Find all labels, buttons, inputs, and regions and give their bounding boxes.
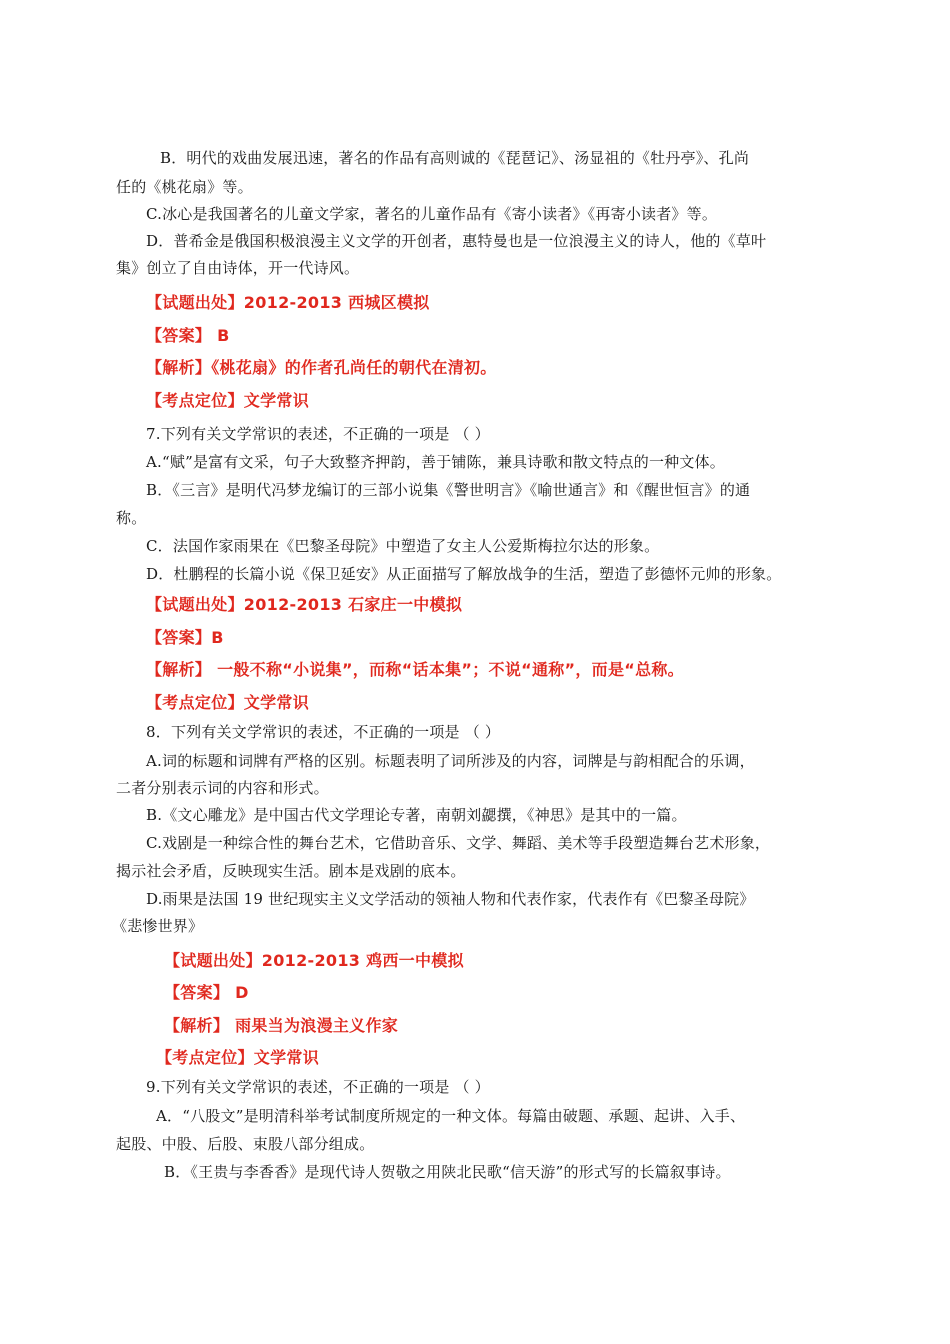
analysis-label-8: 【解析】 雨果当为浪漫主义作家 <box>164 1016 399 1035</box>
topic-label-8: 【考点定位】文学常识 <box>156 1048 320 1067</box>
q7-option-d: D．杜鹏程的长篇小说《保卫延安》从正面描写了解放战争的生活，塑造了彭德怀元帅的形象。 <box>146 565 782 583</box>
analysis-label-7: 【解析】 一般不称“小说集”，而称“话本集”；不说“通称”，而是“总称。 <box>146 660 684 679</box>
q8-option-d-line1: D.雨果是法国 19 世纪现实主义文学活动的领袖人物和代表作家，代表作有《巴黎圣母院》 <box>146 890 755 908</box>
option-d-line2: 集》创立了自由诗体，开一代诗风。 <box>116 259 360 277</box>
q7-option-c: C．法国作家雨果在《巴黎圣母院》中塑造了女主人公爱斯梅拉尔达的形象。 <box>146 537 660 555</box>
source-label-6: 【试题出处】2012-2013 西城区模拟 <box>146 293 430 312</box>
option-b-line2: 任的《桃花扇》等。 <box>116 178 253 196</box>
topic-label-6: 【考点定位】文学常识 <box>146 391 310 410</box>
q8-option-d-line2: 《悲惨世界》 <box>112 917 204 935</box>
q8-option-a-line2: 二者分别表示词的内容和形式。 <box>116 779 329 797</box>
source-label-7: 【试题出处】2012-2013 石家庄一中模拟 <box>146 595 463 614</box>
question-9-stem: 9.下列有关文学常识的表述，不正确的一项是 （ ） <box>146 1078 490 1096</box>
q8-option-c-line1: C.戏剧是一种综合性的舞台艺术，它借助音乐、文学、舞蹈、美术等手段塑造舞台艺术形象， <box>146 834 771 852</box>
q8-option-a-line1: A.词的标题和词牌有严格的区别。标题表明了词所涉及的内容，词牌是与韵相配合的乐调， <box>146 752 755 770</box>
answer-label-8: 【答案】 D <box>164 983 249 1002</box>
question-7-stem: 7.下列有关文学常识的表述，不正确的一项是 （ ） <box>146 425 490 443</box>
answer-label-6: 【答案】 B <box>146 326 230 345</box>
analysis-label-6: 【解析】《桃花扇》的作者孔尚任的朝代在清初。 <box>146 358 497 377</box>
question-8-stem: 8．下列有关文学常识的表述，不正确的一项是 （ ） <box>146 723 501 741</box>
q7-option-b-line1: B．《三言》是明代冯梦龙编订的三部小说集《警世明言》《喻世通言》和《醒世恒言》的通 <box>146 481 751 499</box>
q9-option-a-line1: A．“八股文”是明清科举考试制度所规定的一种文体。每篇由破题、承题、起讲、入手、 <box>156 1107 746 1125</box>
source-label-8: 【试题出处】2012-2013 鸡西一中模拟 <box>164 951 464 970</box>
q9-option-b: B．《王贵与李香香》是现代诗人贺敬之用陕北民歌“信天游”的形式写的长篇叙事诗。 <box>164 1163 731 1181</box>
option-c-line: C.冰心是我国著名的儿童文学家，著名的儿童作品有《寄小读者》《再寄小读者》等。 <box>146 205 718 223</box>
q9-option-a-line2: 起股、中股、后股、束股八部分组成。 <box>116 1135 375 1153</box>
q8-option-c-line2: 揭示社会矛盾，反映现实生活。剧本是戏剧的底本。 <box>116 862 466 880</box>
option-b-line1: B．明代的戏曲发展迅速，著名的作品有高则诚的《琵琶记》、汤显祖的《牡丹亭》、孔尚 <box>160 149 750 167</box>
option-d-line1: D．普希金是俄国积极浪漫主义文学的开创者，惠特曼也是一位浪漫主义的诗人，他的《草叶 <box>146 232 767 250</box>
q7-option-a: A.“赋”是富有文采，句子大致整齐押韵，善于铺陈，兼具诗歌和散文特点的一种文体。 <box>146 453 725 471</box>
answer-label-7: 【答案】B <box>146 628 224 647</box>
q7-option-b-line2: 称。 <box>116 509 147 527</box>
topic-label-7: 【考点定位】文学常识 <box>146 693 310 712</box>
q8-option-b: B.《文心雕龙》是中国古代文学理论专著，南朝刘勰撰，《神思》是其中的一篇。 <box>146 806 687 824</box>
